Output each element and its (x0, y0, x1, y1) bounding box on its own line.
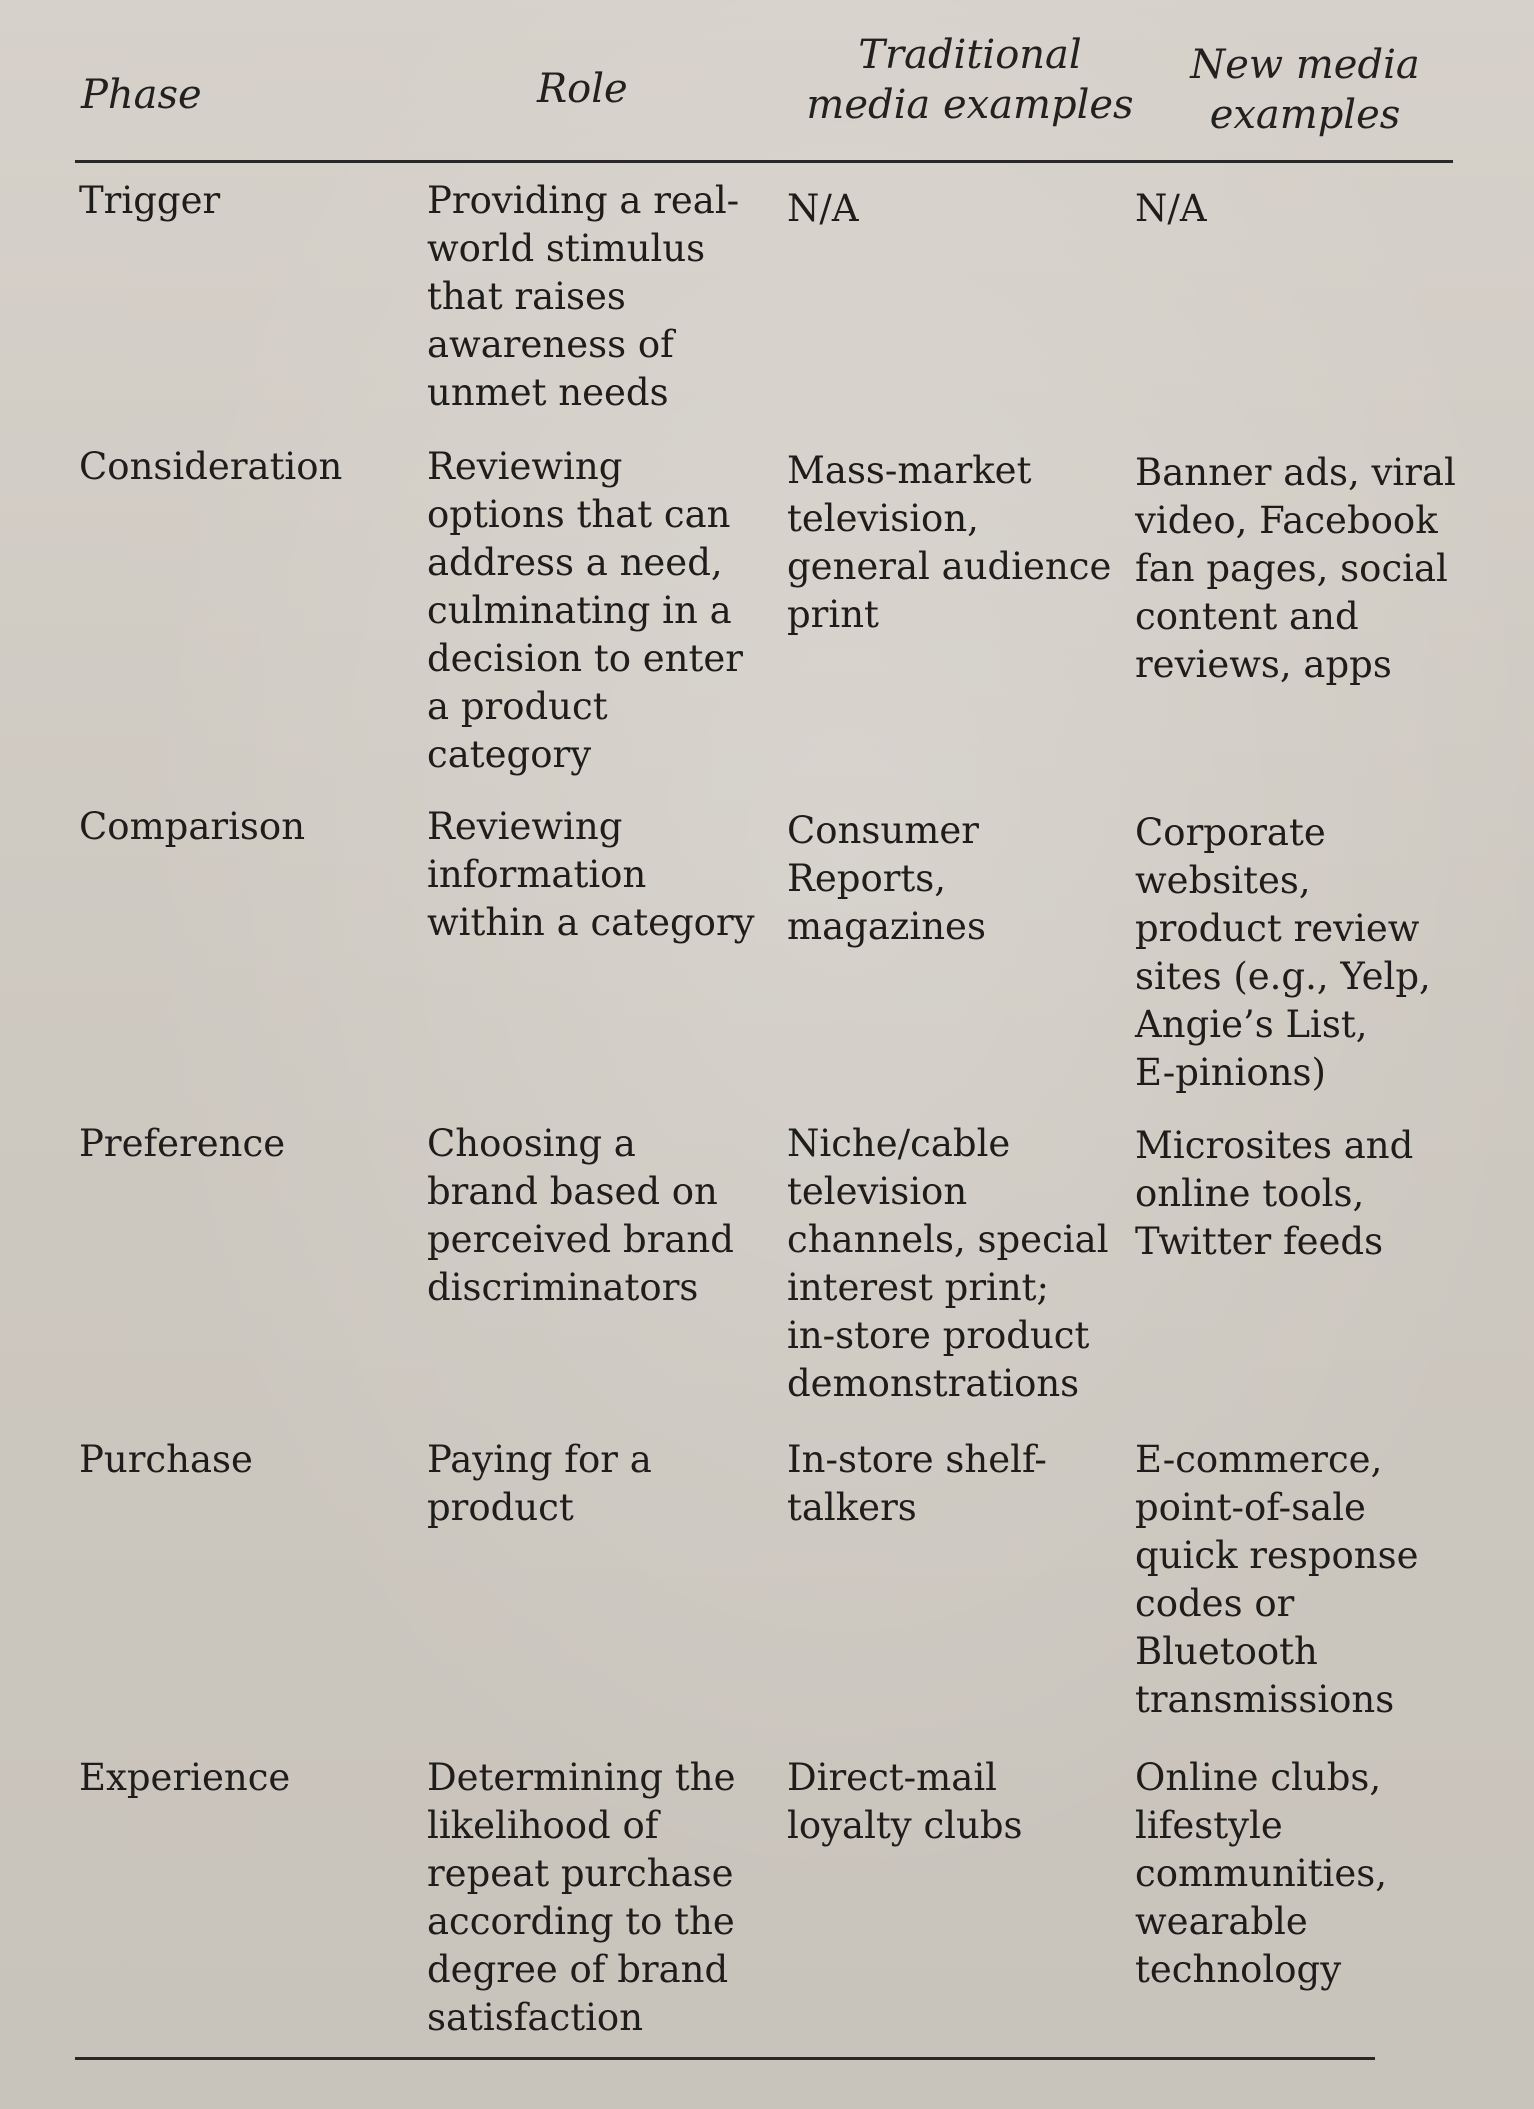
cell-phase: Consideration (79, 445, 343, 488)
cell-new-media: E-commerce, point-of-sale quick response codes or Bluetooth transmissions (1135, 1438, 1419, 1721)
cell-traditional: In-store shelf- talkers (787, 1438, 1047, 1529)
cell-phase: Comparison (79, 805, 306, 848)
cell-role: Determining the likelihood of repeat purchase according to the degree of brand satisfaction (427, 1756, 736, 2039)
table-bottom-rule (75, 2057, 1375, 2060)
header-role: Role (537, 66, 628, 112)
header-new-media: New media examples (1190, 42, 1420, 138)
cell-phase: Preference (79, 1122, 286, 1165)
header-traditional-media: Traditional media examples (806, 32, 1134, 128)
cell-role: Paying for a product (427, 1438, 652, 1529)
cell-new-media: N/A (1135, 187, 1207, 230)
cell-traditional: Niche/cable television channels, special interest print; in-store product demonstrations (787, 1122, 1109, 1405)
cell-role: Reviewing options that can address a need, culminating in a decision to enter a product category (427, 445, 743, 776)
cell-new-media: Corporate websites, product review sites (e.g., Yelp, Angie’s List, E-pinions) (1135, 811, 1431, 1094)
cell-new-media: Banner ads, viral video, Facebook fan pages, social content and reviews, apps (1135, 451, 1456, 686)
cell-traditional: Direct-mail loyalty clubs (787, 1756, 1023, 1847)
table-header (75, 20, 1455, 160)
cell-phase: Experience (79, 1756, 291, 1799)
cell-phase: Trigger (79, 179, 221, 222)
header-phase: Phase (81, 72, 202, 118)
cell-phase: Purchase (79, 1438, 253, 1481)
cell-traditional: Consumer Reports, magazines (787, 809, 986, 948)
cell-role: Providing a real- world stimulus that raises awareness of unmet needs (427, 179, 740, 414)
cell-traditional: Mass-market television, general audience print (787, 449, 1112, 636)
media-phase-table (75, 20, 1456, 2039)
cell-new-media: Online clubs, lifestyle communities, wearable technology (1135, 1756, 1388, 1991)
cell-role: Choosing a brand based on perceived brand discriminators (427, 1122, 734, 1309)
cell-new-media: Microsites and online tools, Twitter feeds (1135, 1124, 1414, 1263)
header-rule (75, 160, 1453, 163)
cell-traditional: N/A (787, 187, 859, 230)
cell-role: Reviewing information within a category (427, 805, 755, 944)
